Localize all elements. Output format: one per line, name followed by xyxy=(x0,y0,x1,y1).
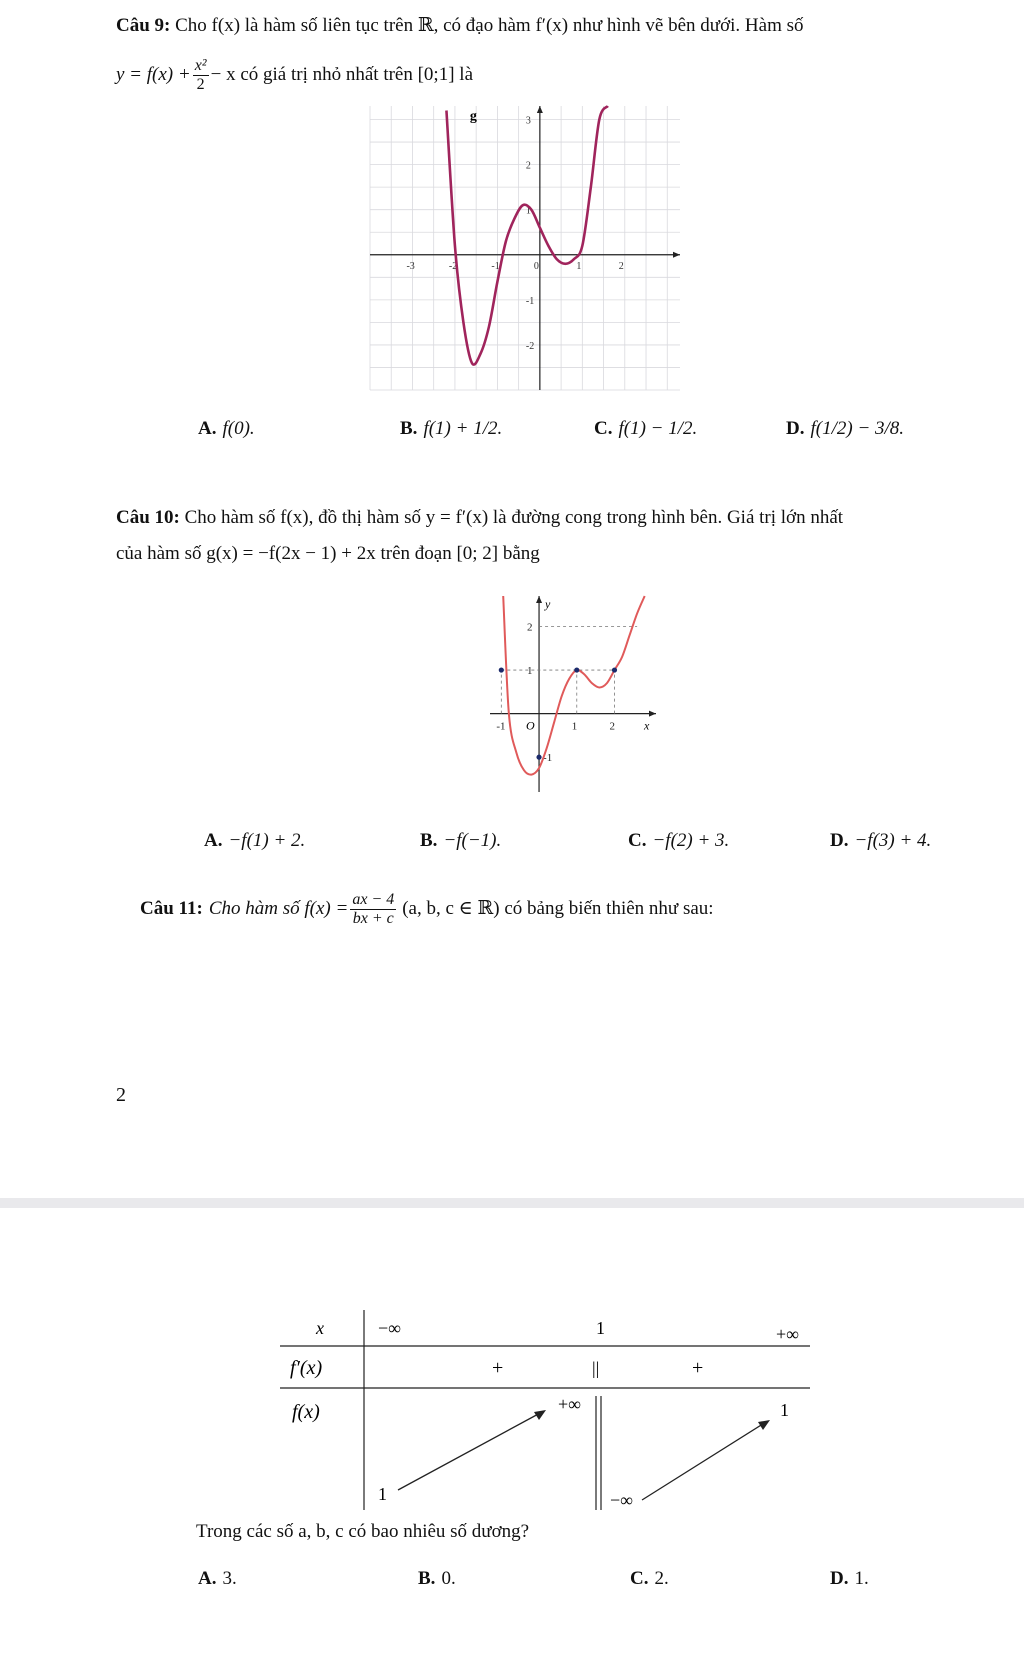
sign-left: + xyxy=(492,1357,504,1379)
q10-stem-line2 xyxy=(116,542,540,566)
q10-axes xyxy=(490,596,656,792)
f-left-start: 1 xyxy=(378,1484,387,1504)
q9-option-b[interactable] xyxy=(400,418,502,440)
f-left-end: +∞ xyxy=(558,1394,581,1414)
q10-curve-fprime xyxy=(503,596,644,775)
q9-option-c-text: f(1) − 1/2. xyxy=(618,418,698,439)
q9-frac-num: x² xyxy=(194,56,207,74)
q10-option-d-label: D. xyxy=(830,830,849,851)
q9-label: Câu 9: xyxy=(116,15,171,36)
q9-stem-text-a: Cho f(x) là hàm số liên tục trên ℝ, có đạo hàm f′(x) như hình vẽ bên dưới. Hàm số xyxy=(175,15,804,36)
q9-stem-line2 xyxy=(116,48,473,102)
q9-option-b-label: B. xyxy=(400,418,418,439)
q11-variation-table xyxy=(280,1310,820,1515)
x-tick-label: 2 xyxy=(618,260,624,272)
y-tick-label: -1 xyxy=(543,752,553,765)
q10-option-c[interactable] xyxy=(628,830,729,852)
q10-option-a-label: A. xyxy=(204,830,223,851)
q10-option-d-text: −f(3) + 4. xyxy=(854,830,932,851)
page-number: 2 xyxy=(116,1084,126,1106)
q10-option-b-text: −f(−1). xyxy=(443,830,502,851)
marked-point xyxy=(574,667,579,672)
marked-point xyxy=(612,667,617,672)
y-axis-arrow xyxy=(537,106,543,113)
q11-question: Trong các số a, b, c có bao nhiêu số dương? xyxy=(196,1521,530,1542)
q11-option-d[interactable] xyxy=(830,1568,869,1590)
y-tick-label: 1 xyxy=(525,205,531,217)
x-value-pos-inf: +∞ xyxy=(776,1324,799,1344)
x-value-neg-inf: −∞ xyxy=(378,1318,401,1338)
x-tick-label: 2 xyxy=(609,720,615,733)
q10-stem-line1 xyxy=(116,506,843,530)
sign-right: + xyxy=(692,1357,704,1379)
f-right-start: −∞ xyxy=(610,1490,633,1510)
marked-point xyxy=(499,667,504,672)
q9-curve-fprime xyxy=(446,106,607,365)
q11-option-a[interactable] xyxy=(198,1568,237,1590)
q10-option-b-label: B. xyxy=(420,830,438,851)
x-tick-label: 0 xyxy=(533,260,539,272)
q9-option-d-text: f(1/2) − 3/8. xyxy=(810,418,905,439)
q11-option-c-text: 2. xyxy=(654,1568,669,1589)
y-tick-label: 3 xyxy=(525,115,531,127)
row-label-x: x xyxy=(316,1318,324,1338)
q10-option-b[interactable] xyxy=(420,830,501,852)
q11-option-c[interactable] xyxy=(630,1568,669,1590)
q9-option-a-label: A. xyxy=(198,418,217,439)
q9-y-axis-label: g xyxy=(469,109,477,124)
q9-option-a[interactable] xyxy=(198,418,255,440)
q9-tick-labels xyxy=(406,116,623,352)
q11-option-d-text: 1. xyxy=(854,1568,869,1589)
q9-function-suffix: − x có giá trị nhỏ nhất trên [0;1] là xyxy=(210,64,474,85)
y-tick-label: -2 xyxy=(525,340,535,352)
q9-function-prefix: y = f(x) + xyxy=(116,64,191,85)
q10-x-axis-label: x xyxy=(644,718,650,733)
x-tick-label: 1 xyxy=(571,720,578,733)
q11-option-a-text: 3. xyxy=(222,1568,237,1589)
page-separator xyxy=(0,1198,1024,1208)
q9-derivative-graph xyxy=(368,100,688,400)
q10-option-a[interactable] xyxy=(204,830,305,852)
q11-stem xyxy=(140,882,714,936)
x-tick-label: -2 xyxy=(448,260,458,272)
q9-fraction xyxy=(193,57,209,94)
q10-label: Câu 10: xyxy=(116,507,180,528)
q11-label: Câu 11: xyxy=(140,898,203,919)
q9-option-d-label: D. xyxy=(786,418,805,439)
q10-y-axis-label: y xyxy=(545,597,551,611)
q11-function-prefix: Cho hàm số f(x) = xyxy=(208,898,349,919)
q10-option-c-label: C. xyxy=(628,830,647,851)
q11-option-b-text: 0. xyxy=(441,1568,456,1589)
q9-option-c[interactable] xyxy=(594,418,697,440)
x-tick-label: 1 xyxy=(576,260,582,272)
q11-option-a-label: A. xyxy=(198,1568,217,1589)
q10-option-c-text: −f(2) + 3. xyxy=(652,830,730,851)
arrowhead-right xyxy=(758,1420,770,1430)
y-tick-label: 1 xyxy=(527,665,533,678)
f-right-end: 1 xyxy=(780,1400,789,1420)
q9-frac-den: 2 xyxy=(196,75,205,93)
q10-derivative-graph xyxy=(486,592,686,802)
x-value-1: 1 xyxy=(596,1318,605,1338)
q11-option-c-label: C. xyxy=(630,1568,649,1589)
q9-option-b-text: f(1) + 1/2. xyxy=(423,418,503,439)
q11-option-d-label: D. xyxy=(830,1568,849,1589)
row-label-f: f(x) xyxy=(292,1401,320,1423)
q10-option-a-text: −f(1) + 2. xyxy=(228,830,306,851)
x-tick-label: -3 xyxy=(406,260,415,272)
y-axis-arrow xyxy=(536,596,542,603)
q9-stem-line1 xyxy=(116,14,804,38)
row-label-fprime: f′(x) xyxy=(290,1357,323,1379)
x-axis-arrow xyxy=(673,252,680,258)
q10-stem-text-a: Cho hàm số f(x), đồ thị hàm số y = f′(x) là đường cong trong hình bên. Giá trị lớn nhất xyxy=(184,507,844,528)
q9-option-d[interactable] xyxy=(786,418,904,440)
y-tick-label: 2 xyxy=(527,621,533,634)
arrow-increase-right xyxy=(642,1422,766,1500)
q11-option-b-label: B. xyxy=(418,1568,436,1589)
q9-option-c-label: C. xyxy=(594,418,613,439)
q11-fraction xyxy=(350,891,396,928)
q11-stem-suffix: (a, b, c ∈ ℝ) có bảng biến thiên như sau: xyxy=(402,898,714,919)
q11-frac-num: ax − 4 xyxy=(352,890,395,908)
x-tick-label: -1 xyxy=(496,720,506,733)
q10-origin-label: O xyxy=(526,718,535,733)
sign-undefined: || xyxy=(592,1358,600,1378)
q11-option-b[interactable] xyxy=(418,1568,456,1590)
arrow-increase-left xyxy=(398,1412,542,1490)
marked-point xyxy=(536,755,541,760)
q10-option-d[interactable] xyxy=(830,830,931,852)
x-tick-label: -1 xyxy=(491,260,500,272)
q11-frac-den: bx + c xyxy=(352,909,394,927)
x-axis-arrow xyxy=(649,711,656,717)
q9-option-a-text: f(0). xyxy=(222,418,255,439)
y-tick-label: -1 xyxy=(525,295,535,307)
q10-stem-text-b: của hàm số g(x) = −f(2x − 1) + 2x trên đoạn [0; 2] bằng xyxy=(116,543,540,564)
y-tick-label: 2 xyxy=(525,160,531,172)
